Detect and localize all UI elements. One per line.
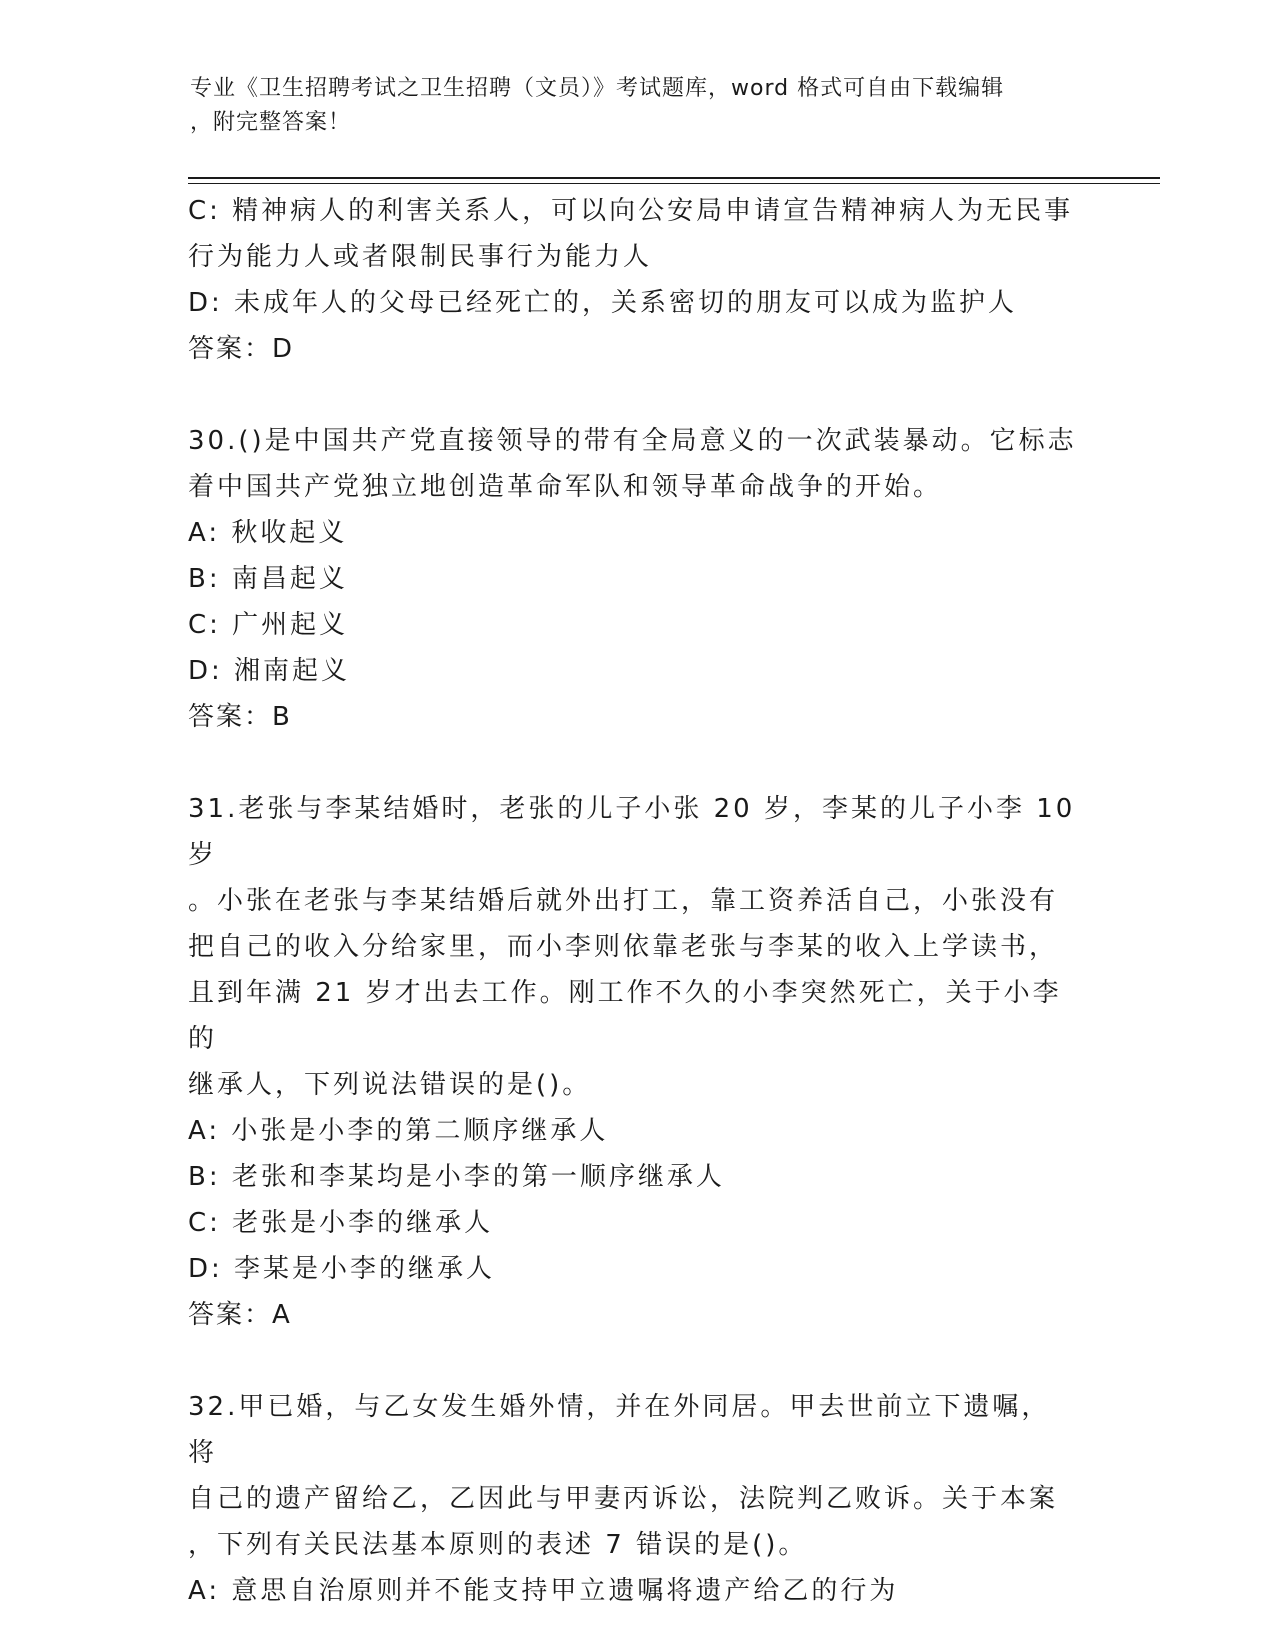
- option-d: D: 李某是小李的继承人: [188, 1254, 496, 1284]
- question-stem-line-3: 把自己的收入分给家里，而小李则依靠老张与李某的收入上学读书，: [188, 932, 1059, 962]
- header-rule-thick: [188, 177, 1160, 179]
- answer: 答案：B: [188, 702, 292, 732]
- spacer: [188, 372, 1078, 418]
- question-stem-line-4: 且到年满 21 岁才出去工作。刚工作不久的小李突然死亡，关于小李的: [188, 978, 1062, 1054]
- header-rule-thin: [188, 183, 1160, 184]
- answer: 答案：A: [188, 1300, 292, 1330]
- question-29-tail: [188, 188, 1078, 372]
- question-stem-line-1: 32.甲已婚，与乙女发生婚外情，并在外同居。甲去世前立下遗嘱，将: [188, 1392, 1051, 1468]
- option-c: C: 广州起义: [188, 610, 349, 640]
- spacer: [188, 1338, 1078, 1384]
- document-body: [188, 188, 1087, 1614]
- question-stem-line-2: 着中国共产党独立地创造革命军队和领导革命战争的开始。: [188, 472, 943, 502]
- header-line-1: 专业《卫生招聘考试之卫生招聘（文员）》考试题库，word 格式可自由下载编辑: [190, 76, 1005, 101]
- question-stem-line-1: 31.老张与李某结婚时，老张的儿子小张 20 岁，李某的儿子小李 10 岁: [188, 794, 1087, 870]
- answer: 答案：D: [188, 334, 295, 364]
- spacer: [188, 740, 1078, 786]
- option-b: B: 老张和李某均是小李的第一顺序继承人: [188, 1162, 725, 1192]
- option-a: A: 秋收起义: [188, 518, 348, 548]
- option-d: D: 湘南起义: [188, 656, 351, 686]
- option-c-line-2: 行为能力人或者限制民事行为能力人: [188, 242, 653, 272]
- option-a: A: 意思自治原则并不能支持甲立遗嘱将遗产给乙的行为: [188, 1576, 899, 1606]
- option-a: A: 小张是小李的第二顺序继承人: [188, 1116, 609, 1146]
- option-c: C: 老张是小李的继承人: [188, 1208, 494, 1238]
- question-stem-line-2: 自己的遗产留给乙，乙因此与甲妻丙诉讼，法院判乙败诉。关于本案: [188, 1484, 1059, 1514]
- question-32: [188, 1384, 1078, 1614]
- document-header: [190, 72, 1090, 140]
- question-stem-line-2: 。小张在老张与李某结婚后就外出打工，靠工资养活自己，小张没有: [188, 886, 1059, 916]
- header-line-2: ，附完整答案！: [190, 110, 352, 135]
- option-d: D: 未成年人的父母已经死亡的，关系密切的朋友可以成为监护人: [188, 288, 1018, 318]
- question-30: [188, 418, 1078, 740]
- option-b: B: 南昌起义: [188, 564, 348, 594]
- question-stem-line-5: 继承人，下列说法错误的是()。: [188, 1070, 592, 1100]
- option-c-line-1: C: 精神病人的利害关系人，可以向公安局申请宣告精神病人为无民事: [188, 196, 1074, 226]
- question-stem-line-3: ，下列有关民法基本原则的表述 7 错误的是()。: [188, 1530, 808, 1560]
- question-stem-line-1: 30.()是中国共产党直接领导的带有全局意义的一次武装暴动。它标志: [188, 426, 1077, 456]
- question-31: [188, 786, 1087, 1338]
